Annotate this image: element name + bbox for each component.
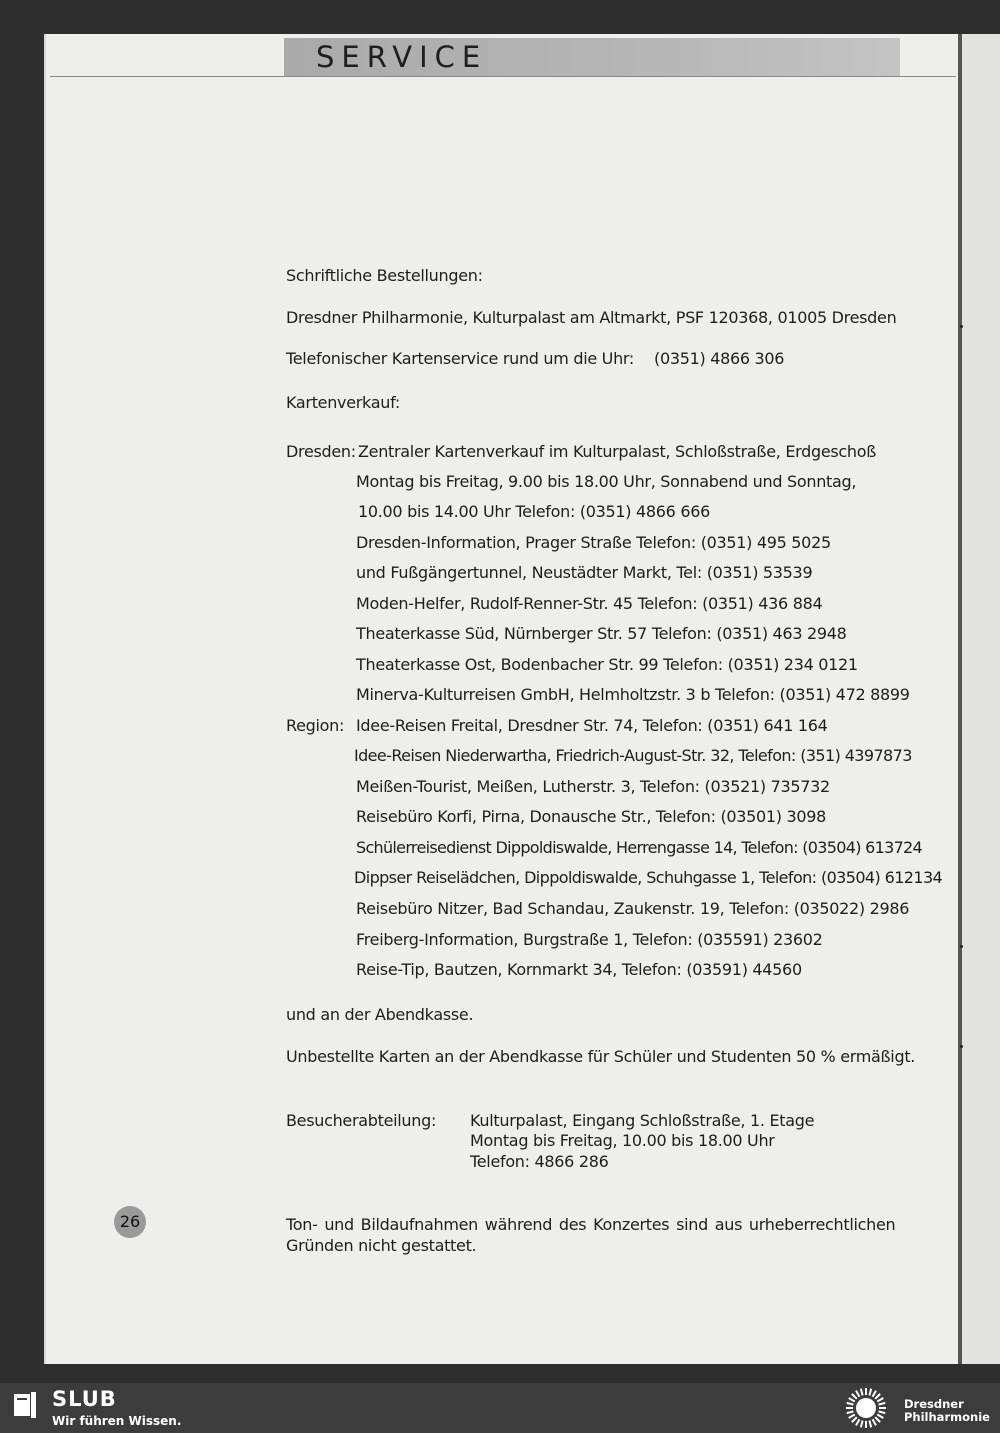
slub-book-icon <box>14 1392 36 1418</box>
sun-ray <box>879 1403 886 1405</box>
sun-ray <box>849 1398 855 1402</box>
list-item: Zentraler Kartenverkauf im Kulturpalast, Schloßstraße, Erdgeschoß <box>358 442 877 461</box>
recording-notice-line1: Ton- und Bildaufnahmen während des Konzertes sind aus urheberrechtlichen <box>286 1215 896 1234</box>
sun-ray <box>875 1394 880 1399</box>
partner-name-line1: Dresdner <box>904 1397 964 1411</box>
list-item: Montag bis Freitag, 9.00 bis 18.00 Uhr, Sonnabend und Sonntag, <box>356 472 857 491</box>
sun-ray <box>856 1419 860 1425</box>
visitor-dept-phone: Telefon: 4866 286 <box>470 1152 609 1171</box>
list-item: Dippser Reiselädchen, Dippoldiswalde, Schuhgasse 1, Telefon: (03504) 612134 <box>354 868 943 887</box>
list-item: 10.00 bis 14.00 Uhr Telefon: (0351) 4866 666 <box>358 502 710 521</box>
sun-ray <box>873 1391 877 1397</box>
scan-mark <box>960 945 963 948</box>
page-number-badge: 26 <box>114 1206 146 1238</box>
list-item: Moden-Helfer, Rudolf-Renner-Str. 45 Telefon: (0351) 436 884 <box>356 594 823 613</box>
library-name: SLUB <box>52 1387 117 1411</box>
sun-ray <box>869 1421 871 1428</box>
scan-mark <box>960 325 963 328</box>
sales-heading: Kartenverkauf: <box>286 393 400 412</box>
sun-ray <box>873 1419 877 1425</box>
sun-ray <box>856 1391 860 1397</box>
written-orders-address: Dresdner Philharmonie, Kulturpalast am Altmarkt, PSF 120368, 01005 Dresden <box>286 308 897 327</box>
sun-ray <box>861 1389 863 1396</box>
sun-ray <box>852 1417 857 1422</box>
sun-ray <box>879 1411 886 1413</box>
phone-service-number: (0351) 4866 306 <box>654 349 785 368</box>
list-item: Meißen-Tourist, Meißen, Lutherstr. 3, Telefon: (03521) 735732 <box>356 777 830 796</box>
dresden-label: Dresden: <box>286 442 356 461</box>
library-slogan: Wir führen Wissen. <box>52 1414 182 1428</box>
list-item: Idee-Reisen Freital, Dresdner Str. 74, Telefon: (0351) 641 164 <box>356 716 828 735</box>
sun-ray <box>849 1415 855 1419</box>
list-item: Reise-Tip, Bautzen, Kornmarkt 34, Telefon: (03591) 44560 <box>356 960 802 979</box>
region-label: Region: <box>286 716 345 735</box>
list-item: Idee-Reisen Niederwartha, Friedrich-August-Str. 32, Telefon: (351) 4397873 <box>354 746 912 765</box>
sun-ray <box>861 1421 863 1428</box>
sun-ray <box>877 1398 883 1402</box>
sun-ray <box>852 1394 857 1399</box>
discount-note: Unbestellte Karten an der Abendkasse für Schüler und Studenten 50 % ermäßigt. <box>286 1047 916 1066</box>
list-item: und Fußgängertunnel, Neustädter Markt, Tel: (0351) 53539 <box>356 563 813 582</box>
partner-name-line2: Philharmonie <box>904 1410 990 1424</box>
list-item: Reisebüro Korfi, Pirna, Donausche Str., Telefon: (03501) 3098 <box>356 807 827 826</box>
dresdner-philharmonie-sun-logo <box>840 1386 892 1430</box>
scan-mark <box>960 1045 963 1048</box>
visitor-dept-label: Besucherabteilung: <box>286 1111 437 1130</box>
sun-ray <box>875 1417 880 1422</box>
list-item: Schülerreisedienst Dippoldiswalde, Herrengasse 14, Telefon: (03504) 613724 <box>356 838 923 857</box>
written-orders-heading: Schriftliche Bestellungen: <box>286 266 483 285</box>
list-item: Freiberg-Information, Burgstraße 1, Telefon: (035591) 23602 <box>356 930 823 949</box>
list-item: Theaterkasse Süd, Nürnberger Str. 57 Telefon: (0351) 463 2948 <box>356 624 847 643</box>
sun-ray <box>847 1411 854 1413</box>
adjacent-page-edge <box>958 34 1000 1364</box>
visitor-dept-hours: Montag bis Freitag, 10.00 bis 18.00 Uhr <box>470 1131 775 1150</box>
visitor-dept-address: Kulturpalast, Eingang Schloßstraße, 1. Etage <box>470 1111 815 1130</box>
recording-notice-line2: Gründen nicht gestattet. <box>286 1236 477 1255</box>
sun-ray <box>877 1415 883 1419</box>
phone-service-label: Telefonischer Kartenservice rund um die Uhr: <box>286 349 635 368</box>
list-item: Minerva-Kulturreisen GmbH, Helmholtzstr. 3 b Telefon: (0351) 472 8899 <box>356 685 910 704</box>
section-title: SERVICE <box>316 40 488 74</box>
header-rule <box>50 76 956 77</box>
sun-ray <box>847 1403 854 1405</box>
box-office-note: und an der Abendkasse. <box>286 1005 474 1024</box>
list-item: Dresden-Information, Prager Straße Telefon: (0351) 495 5025 <box>356 533 831 552</box>
list-item: Theaterkasse Ost, Bodenbacher Str. 99 Telefon: (0351) 234 0121 <box>356 655 858 674</box>
sun-ray <box>869 1389 871 1396</box>
list-item: Reisebüro Nitzer, Bad Schandau, Zaukenstr. 19, Telefon: (035022) 2986 <box>356 899 910 918</box>
partner-name <box>904 1398 990 1424</box>
